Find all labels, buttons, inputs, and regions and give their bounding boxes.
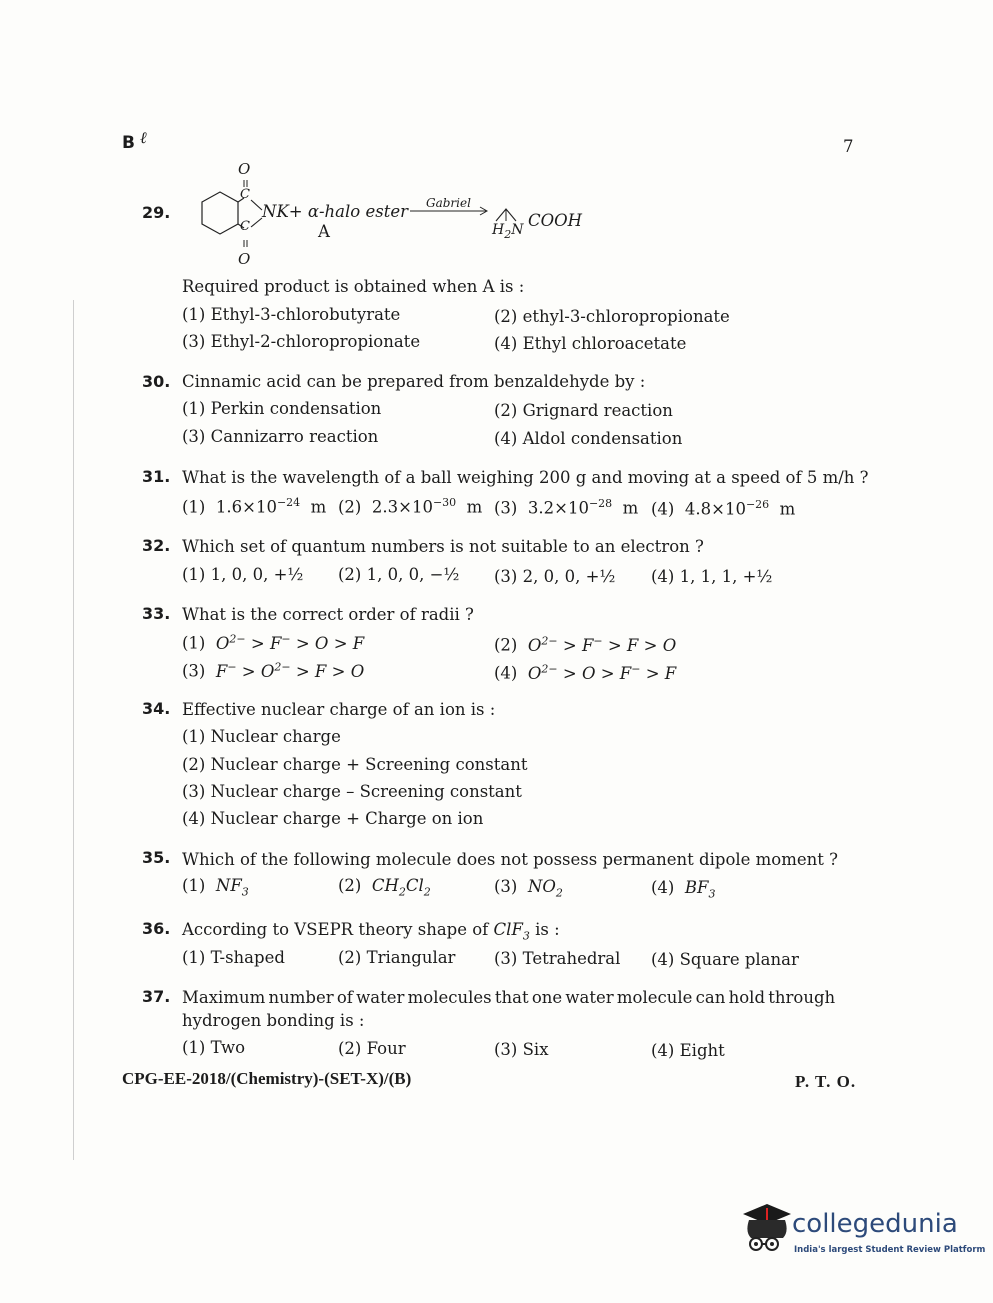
mascot-logo-icon	[735, 1198, 795, 1258]
option: (3) Nuclear charge – Screening constant	[182, 782, 522, 801]
reactant-label: NK+ α-halo ester	[262, 202, 408, 221]
option: (3) $NO_2$	[494, 877, 563, 900]
question-stem: What is the wavelength of a ball weighing 200 g and moving at a speed of 5 m/h ?	[182, 468, 869, 487]
option: (4) Nuclear charge + Charge on ion	[182, 809, 484, 828]
question-number: 36.	[142, 919, 171, 938]
question-number: 35.	[142, 848, 171, 867]
option: (1) $O^{2-} > F^- > O > F$	[182, 632, 365, 653]
handwritten-mark: ℓ	[140, 128, 147, 147]
question-number: 37.	[142, 987, 171, 1006]
question-number: 32.	[142, 536, 171, 555]
question-number: 29.	[142, 203, 171, 222]
option: (2) $2.3\times 10^{-30}$ m	[338, 496, 483, 517]
question-number: 33.	[142, 604, 171, 623]
option: (3) Ethyl-2-chloropropionate	[182, 332, 421, 351]
option: (2) 1, 0, 0, −½	[338, 565, 460, 584]
option: (4) 1, 1, 1, +½	[651, 567, 773, 586]
option: (2) Triangular	[338, 948, 456, 967]
question-stem: Which of the following molecule does not possess permanent dipole moment ?	[182, 850, 839, 869]
page-number: 7	[843, 137, 854, 156]
question-stem: Effective nuclear charge of an ion is :	[182, 700, 496, 719]
brand-name: collegedunia	[792, 1209, 958, 1239]
option: (1) 1, 0, 0, +½	[182, 565, 304, 584]
oxygen-top: O	[238, 160, 251, 178]
brand-tagline: India's largest Student Review Platform	[794, 1245, 986, 1255]
option: (1) Nuclear charge	[182, 727, 341, 746]
option: (3) 2, 0, 0, +½	[494, 567, 616, 586]
arrow-label: Gabriel	[426, 196, 471, 210]
option: (2) Grignard reaction	[494, 401, 673, 420]
option: (4) $4.8\times 10^{-26}$ m	[651, 498, 796, 519]
option: (1) Two	[182, 1038, 246, 1057]
option: (2) Nuclear charge + Screening constant	[182, 755, 528, 774]
oxygen-bottom: O	[238, 250, 251, 268]
option: (1) Ethyl-3-chlorobutyrate	[182, 305, 401, 324]
question-number: 34.	[142, 699, 171, 718]
option: (4) $BF_3$	[651, 878, 716, 901]
option: (1) T-shaped	[182, 948, 285, 967]
carbon-bottom: C	[240, 219, 250, 234]
option: (4) $O^{2-} > O > F^- > F$	[494, 662, 677, 683]
question-stem-continued: hydrogen bonding is :	[182, 1011, 365, 1030]
option: (3) Tetrahedral	[494, 949, 621, 968]
option: (4) Eight	[651, 1041, 725, 1060]
question-stem: According to VSEPR theory shape of ClF$_3$ is :	[182, 920, 560, 943]
option: (1) $NF_3$	[182, 876, 249, 899]
option: (3) $F^- > O^{2-} > F > O$	[182, 660, 365, 681]
option: (2) $O^{2-} > F^- > F > O$	[494, 634, 677, 655]
question-number: 31.	[142, 467, 171, 486]
product-acid: COOH	[528, 211, 583, 230]
option: (4) Aldol condensation	[494, 429, 683, 448]
question-stem: Maximum number of water molecules that one water molecule can hold through	[182, 988, 836, 1007]
question-stem: Which set of quantum numbers is not suitable to an electron ?	[182, 537, 704, 556]
option: (4) Ethyl chloroacetate	[494, 334, 687, 353]
product-amine: $H_2N$	[492, 222, 524, 241]
option: (2) $CH_2Cl_2$	[338, 876, 431, 899]
option: (3) Cannizarro reaction	[182, 427, 379, 446]
exam-code: CPG-EE-2018/(Chemistry)-(SET-X)/(B)	[122, 1069, 412, 1088]
phthalimide-structure	[180, 160, 270, 270]
option: (1) $1.6\times 10^{-24}$ m	[182, 496, 327, 517]
scan-margin-line	[73, 300, 74, 1160]
option: (2) ethyl-3-chloropropionate	[494, 307, 730, 326]
question-number: 30.	[142, 372, 171, 391]
set-letter: B	[122, 133, 135, 153]
option: (3) Six	[494, 1040, 549, 1059]
option: (2) Four	[338, 1039, 406, 1058]
question-stem: Cinnamic acid can be prepared from benzaldehyde by :	[182, 372, 646, 391]
page-turn-label: P. T. O.	[795, 1072, 857, 1091]
question-stem: What is the correct order of radii ?	[182, 605, 474, 624]
carbon-top: C	[240, 187, 250, 202]
option: (4) Square planar	[651, 950, 799, 969]
option: (1) Perkin condensation	[182, 399, 382, 418]
question-stem: Required product is obtained when A is :	[182, 277, 525, 296]
option: (3) $3.2\times 10^{-28}$ m	[494, 497, 639, 518]
reagent-a-label: A	[318, 222, 330, 241]
